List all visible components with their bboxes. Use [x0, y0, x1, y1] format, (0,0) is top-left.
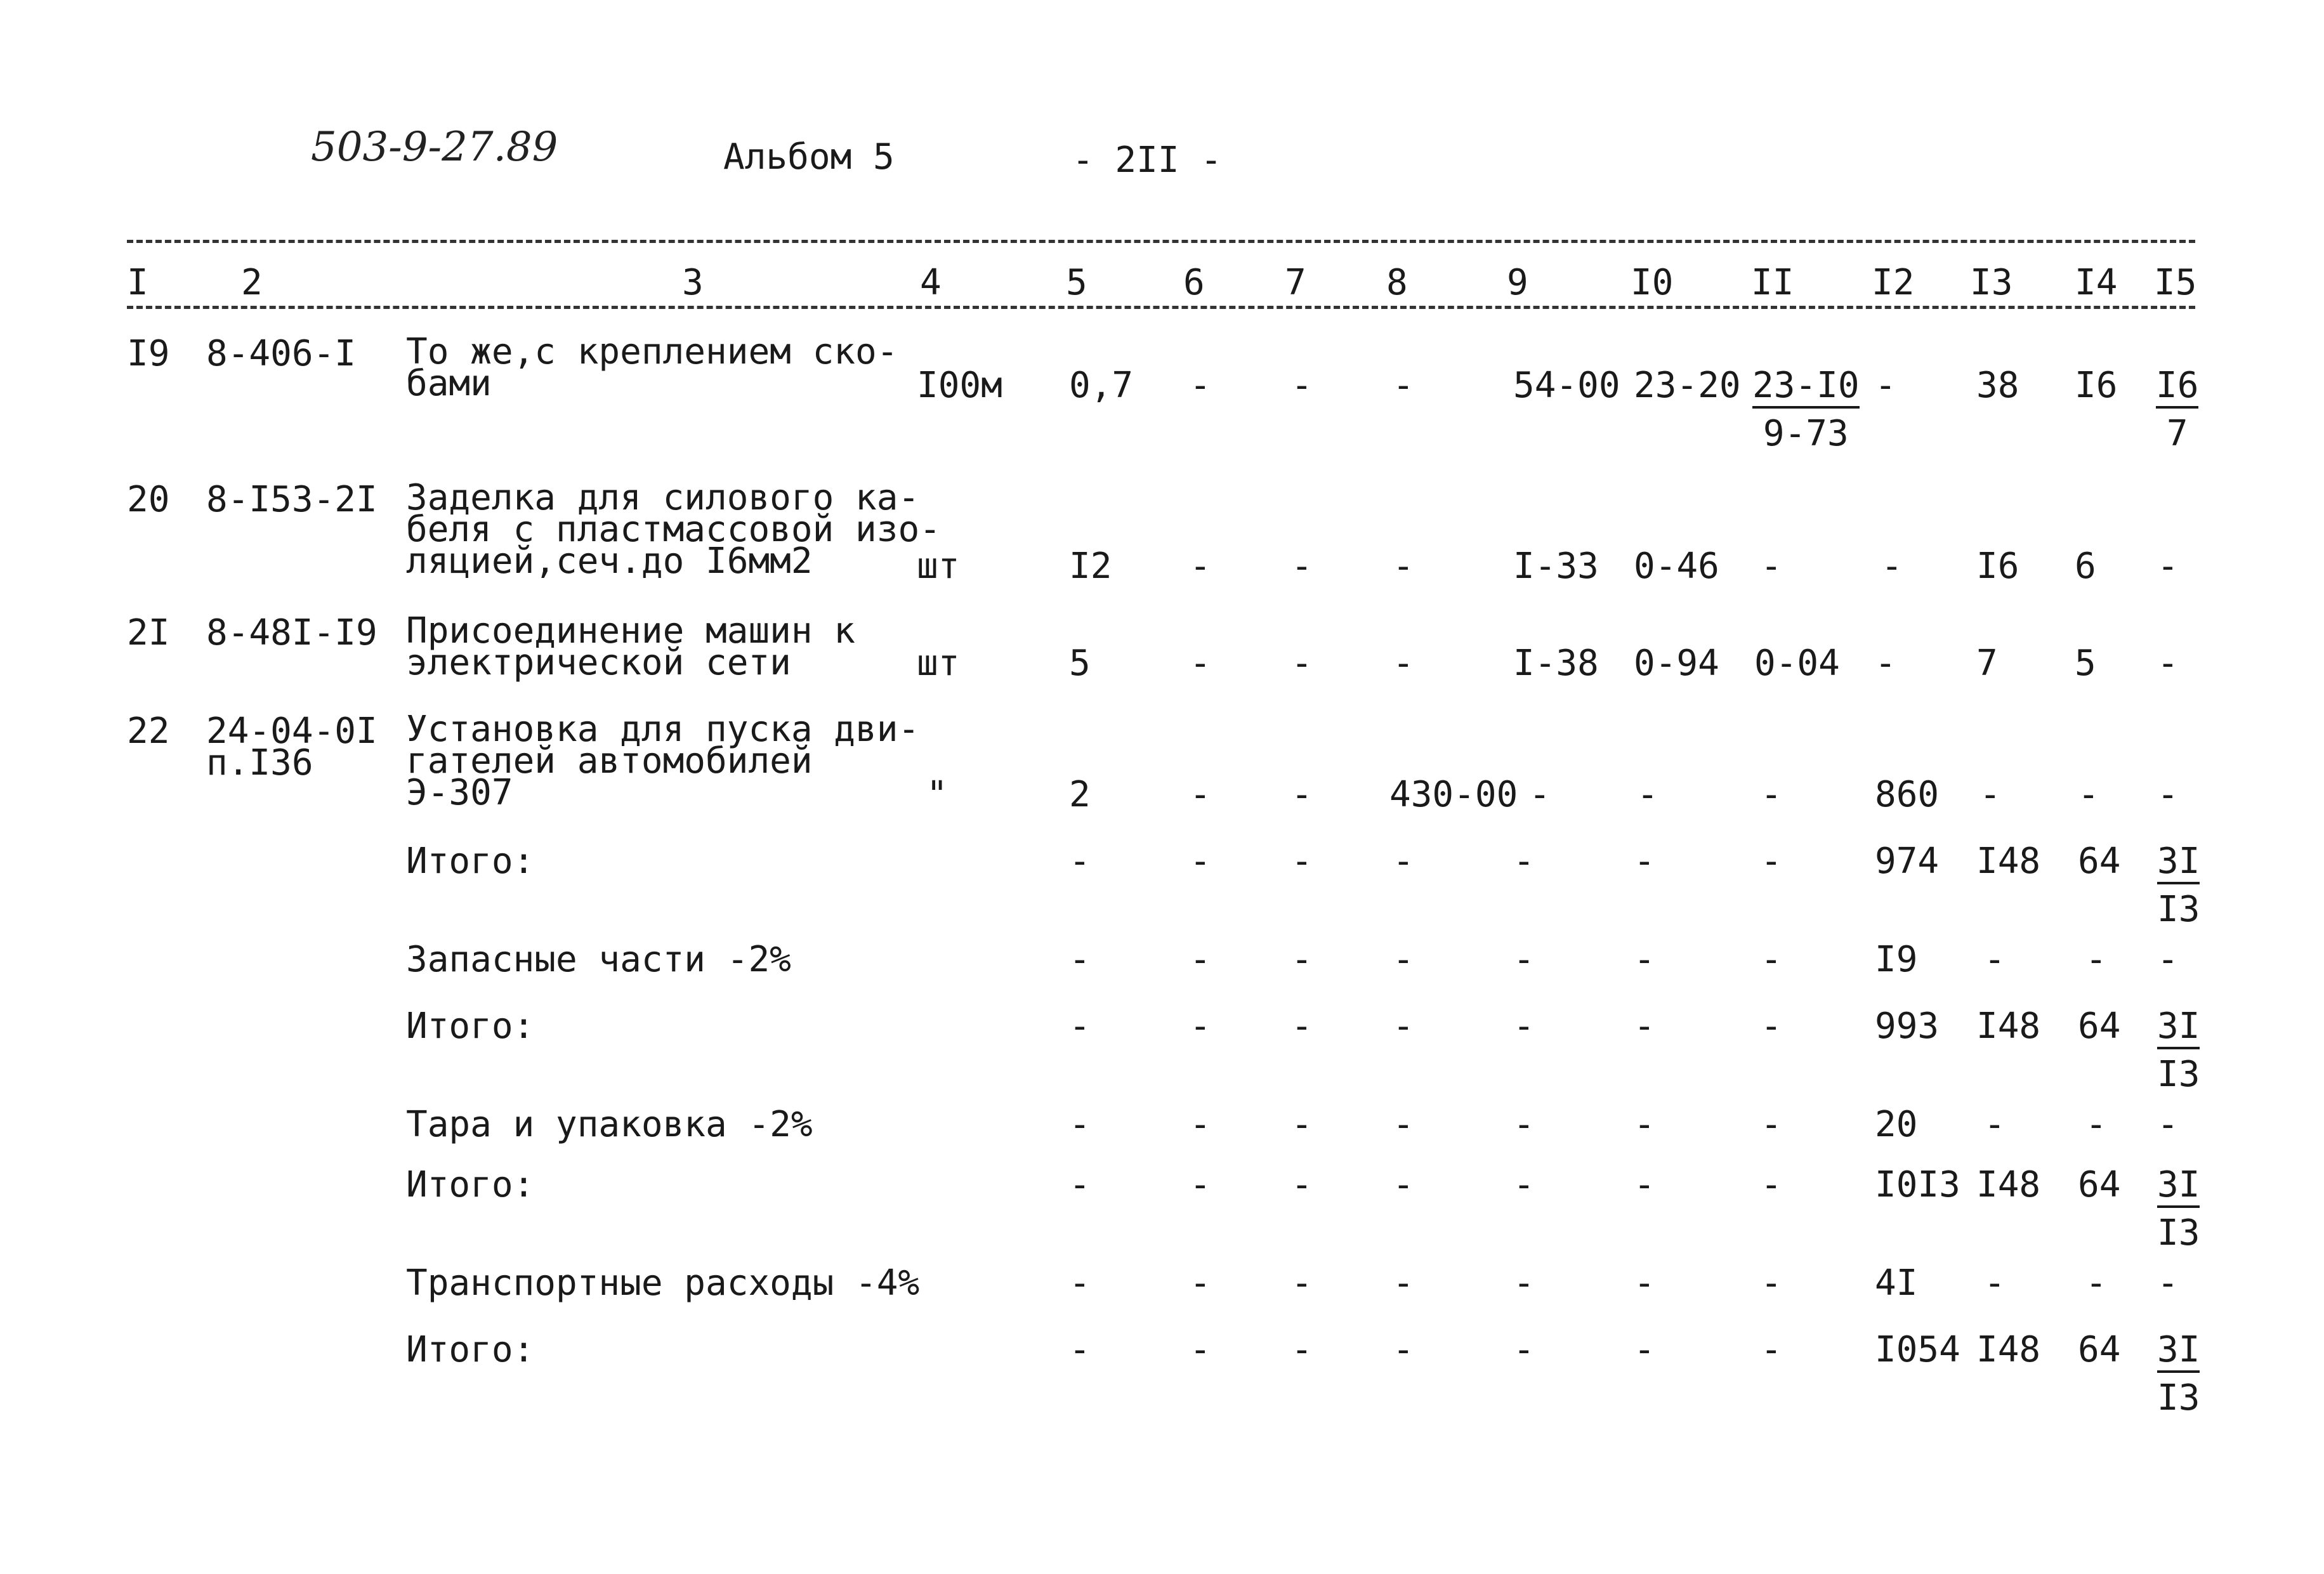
cell-col-8: 430-00 [1389, 774, 1518, 815]
summary-cell-c14: 64 [2078, 841, 2121, 882]
cell-col-15: - [2157, 546, 2179, 587]
cell-col-12: 860 [1875, 774, 1940, 815]
cell-col-10: 0-46 [1634, 546, 1719, 587]
col-header-10: I0 [1631, 262, 1674, 303]
summary-cell-c13: I48 [1976, 1164, 2041, 1205]
cell-col-10: - [1637, 774, 1658, 815]
summary-empty-cell: - [1634, 1006, 1655, 1047]
cell-col-8: - [1393, 546, 1414, 587]
summary-empty-cell: - [1634, 841, 1655, 882]
summary-empty-cell: - [1393, 1164, 1414, 1205]
col-header-6: 6 [1183, 262, 1205, 303]
cell-col-10: 23-20 [1634, 365, 1741, 406]
cell-col-12: - [1881, 546, 1903, 587]
summary-empty-cell: - [1291, 1164, 1313, 1205]
row-quantity: 5 [1069, 643, 1091, 684]
summary-empty-cell: - [1761, 1262, 1782, 1304]
summary-empty-cell: - [1190, 939, 1211, 980]
cell-col-14: - [2078, 774, 2099, 815]
document-code: 503-9-27.89 [311, 124, 558, 171]
summary-empty-cell: - [1291, 1262, 1313, 1304]
summary-cell-c13: I48 [1976, 1006, 2041, 1047]
summary-empty-cell: - [1634, 1262, 1655, 1304]
cell-col-11: - [1761, 774, 1782, 815]
summary-cell-c15-fraction: $\frac{3I}{I3}$ [2157, 1006, 2200, 1095]
col-header-13: I3 [1970, 262, 2013, 303]
summary-empty-cell: - [1761, 1104, 1782, 1145]
cell-col-7: - [1291, 774, 1313, 815]
cell-col-15: - [2157, 774, 2179, 815]
row-code: 24-04-0I [206, 711, 377, 752]
summary-cell-c15: - [2157, 1262, 2179, 1304]
row-number: I9 [127, 333, 170, 374]
row-description: То же,с креплением ско- бами [406, 331, 898, 404]
summary-label: Итого: [406, 1329, 535, 1370]
row-unit: шт [917, 546, 960, 587]
summary-cell-c15: - [2157, 1104, 2179, 1145]
summary-empty-cell: - [1513, 841, 1535, 882]
summary-empty-cell: - [1291, 841, 1313, 882]
summary-empty-cell: - [1634, 939, 1655, 980]
col-header-11: II [1751, 262, 1794, 303]
row-code: 8-48I-I9 [206, 612, 377, 653]
summary-empty-cell: - [1291, 1104, 1313, 1145]
summary-empty-cell: - [1761, 939, 1782, 980]
col-header-7: 7 [1285, 262, 1306, 303]
summary-empty-cell: - [1393, 1006, 1414, 1047]
summary-cell-c12: 993 [1875, 1006, 1940, 1047]
summary-empty-cell: - [1069, 939, 1091, 980]
row-number: 22 [127, 711, 170, 752]
summary-empty-cell: - [1069, 1006, 1091, 1047]
col-header-1: I [127, 262, 148, 303]
cell-col-6: - [1190, 546, 1211, 587]
cell-col-11: 0-04 [1754, 643, 1840, 684]
summary-cell-c12: I9 [1875, 939, 1918, 980]
row-code: 8-406-I [206, 333, 357, 374]
table-header-rule [127, 306, 2195, 309]
summary-empty-cell: - [1393, 841, 1414, 882]
summary-empty-cell: - [1393, 939, 1414, 980]
summary-empty-cell: - [1761, 1329, 1782, 1370]
cell-col-6: - [1190, 774, 1211, 815]
summary-cell-c15-fraction: $\frac{3I}{I3}$ [2157, 1329, 2200, 1419]
table-top-rule [127, 240, 2195, 243]
summary-cell-c12: 974 [1875, 841, 1940, 882]
summary-empty-cell: - [1069, 1164, 1091, 1205]
summary-cell-c12: 20 [1875, 1104, 1918, 1145]
cell-col-12: - [1875, 643, 1896, 684]
summary-cell-c13: - [1984, 1104, 2006, 1145]
summary-empty-cell: - [1513, 1164, 1535, 1205]
summary-empty-cell: - [1393, 1104, 1414, 1145]
cell-col-8: - [1393, 643, 1414, 684]
row-code: 8-I53-2I [206, 479, 377, 520]
summary-cell-c12: 4I [1875, 1262, 1918, 1304]
summary-cell-c13: - [1984, 939, 2006, 980]
cell-col-14: 6 [2075, 546, 2096, 587]
summary-cell-c13: I48 [1976, 841, 2041, 882]
summary-label: Тара и упаковка -2% [406, 1104, 813, 1145]
col-header-15: I5 [2154, 262, 2197, 303]
summary-cell-c14: 64 [2078, 1329, 2121, 1370]
summary-empty-cell: - [1291, 1329, 1313, 1370]
summary-empty-cell: - [1190, 1006, 1211, 1047]
summary-empty-cell: - [1634, 1164, 1655, 1205]
cell-col-7: - [1291, 365, 1313, 406]
summary-label: Транспортные расходы -4% [406, 1262, 920, 1304]
col-header-3: 3 [682, 262, 704, 303]
summary-cell-c13: - [1984, 1262, 2006, 1304]
summary-empty-cell: - [1513, 939, 1535, 980]
page-number: - 2II - [1072, 140, 1223, 181]
summary-cell-c15-fraction: $\frac{3I}{I3}$ [2157, 1164, 2200, 1254]
col-header-8: 8 [1386, 262, 1408, 303]
col-header-4: 4 [920, 262, 942, 303]
summary-cell-c14: - [2085, 1262, 2107, 1304]
summary-cell-c14: 64 [2078, 1006, 2121, 1047]
cell-col-13: 38 [1976, 365, 2019, 406]
row-quantity: 0,7 [1069, 365, 1134, 406]
row-number: 2I [127, 612, 170, 653]
row-description: Заделка для силового ка- беля с пластмассовой изо- ляцией,сеч.до I6мм2 [406, 477, 941, 582]
summary-label: Итого: [406, 1006, 535, 1047]
cell-col-13: - [1979, 774, 2001, 815]
summary-empty-cell: - [1761, 841, 1782, 882]
summary-empty-cell: - [1190, 1329, 1211, 1370]
summary-cell-c12: I054 [1875, 1329, 1960, 1370]
summary-cell-c14: - [2085, 1104, 2107, 1145]
summary-empty-cell: - [1190, 1262, 1211, 1304]
cell-col-11: - [1761, 546, 1782, 587]
col-header-2: 2 [241, 262, 263, 303]
cell-col-15: - [2157, 643, 2179, 684]
cell-col-14: I6 [2075, 365, 2118, 406]
summary-label: Итого: [406, 1164, 535, 1205]
row-quantity: I2 [1069, 546, 1112, 587]
summary-empty-cell: - [1761, 1164, 1782, 1205]
summary-empty-cell: - [1761, 1006, 1782, 1047]
cell-col-12: - [1875, 365, 1896, 406]
summary-empty-cell: - [1513, 1329, 1535, 1370]
row-number: 20 [127, 479, 170, 520]
row-description: Присоединение машин к электрической сети [406, 610, 856, 683]
cell-col-10: 0-94 [1634, 643, 1719, 684]
row-code-paragraph: п.I36 [206, 742, 313, 784]
cell-col-11-fraction: $\frac{23-I0}{9-73}$ [1752, 365, 1860, 454]
summary-empty-cell: - [1634, 1104, 1655, 1145]
col-header-12: I2 [1872, 262, 1915, 303]
summary-cell-c13: I48 [1976, 1329, 2041, 1370]
summary-empty-cell: - [1190, 1104, 1211, 1145]
cell-col-9: I-38 [1513, 643, 1599, 684]
cell-col-8: - [1393, 365, 1414, 406]
summary-empty-cell: - [1190, 841, 1211, 882]
summary-label: Запасные части -2% [406, 939, 791, 980]
summary-empty-cell: - [1513, 1104, 1535, 1145]
summary-label: Итого: [406, 841, 535, 882]
summary-cell-c14: - [2085, 939, 2107, 980]
summary-empty-cell: - [1069, 1329, 1091, 1370]
col-header-14: I4 [2075, 262, 2118, 303]
summary-empty-cell: - [1513, 1262, 1535, 1304]
summary-empty-cell: - [1393, 1262, 1414, 1304]
cell-col-9: 54-00 [1513, 365, 1620, 406]
cell-col-7: - [1291, 643, 1313, 684]
summary-empty-cell: - [1291, 939, 1313, 980]
cell-col-9: - [1529, 774, 1551, 815]
cell-col-13: 7 [1976, 643, 1998, 684]
summary-empty-cell: - [1069, 1262, 1091, 1304]
summary-empty-cell: - [1190, 1164, 1211, 1205]
summary-cell-c14: 64 [2078, 1164, 2121, 1205]
col-header-9: 9 [1507, 262, 1528, 303]
summary-cell-c15-fraction: $\frac{3I}{I3}$ [2157, 841, 2200, 930]
row-unit: " [926, 774, 948, 815]
cell-col-6: - [1190, 643, 1211, 684]
col-header-5: 5 [1066, 262, 1087, 303]
cell-col-7: - [1291, 546, 1313, 587]
cell-col-6: - [1190, 365, 1211, 406]
summary-empty-cell: - [1634, 1329, 1655, 1370]
summary-cell-c15: - [2157, 939, 2179, 980]
row-unit: шт [917, 643, 960, 684]
summary-empty-cell: - [1291, 1006, 1313, 1047]
summary-empty-cell: - [1393, 1329, 1414, 1370]
summary-cell-c12: I0I3 [1875, 1164, 1960, 1205]
summary-empty-cell: - [1069, 841, 1091, 882]
summary-empty-cell: - [1513, 1006, 1535, 1047]
row-quantity: 2 [1069, 774, 1091, 815]
cell-col-15-fraction: $\frac{I6}{7}$ [2156, 365, 2199, 454]
cell-col-14: 5 [2075, 643, 2096, 684]
row-unit: I00м [917, 365, 1002, 406]
cell-col-13: I6 [1976, 546, 2019, 587]
row-description: Установка для пуска дви- гателей автомобилей Э-307 [406, 709, 920, 813]
album-label: Альбом 5 [723, 136, 895, 178]
summary-empty-cell: - [1069, 1104, 1091, 1145]
cell-col-9: I-33 [1513, 546, 1599, 587]
